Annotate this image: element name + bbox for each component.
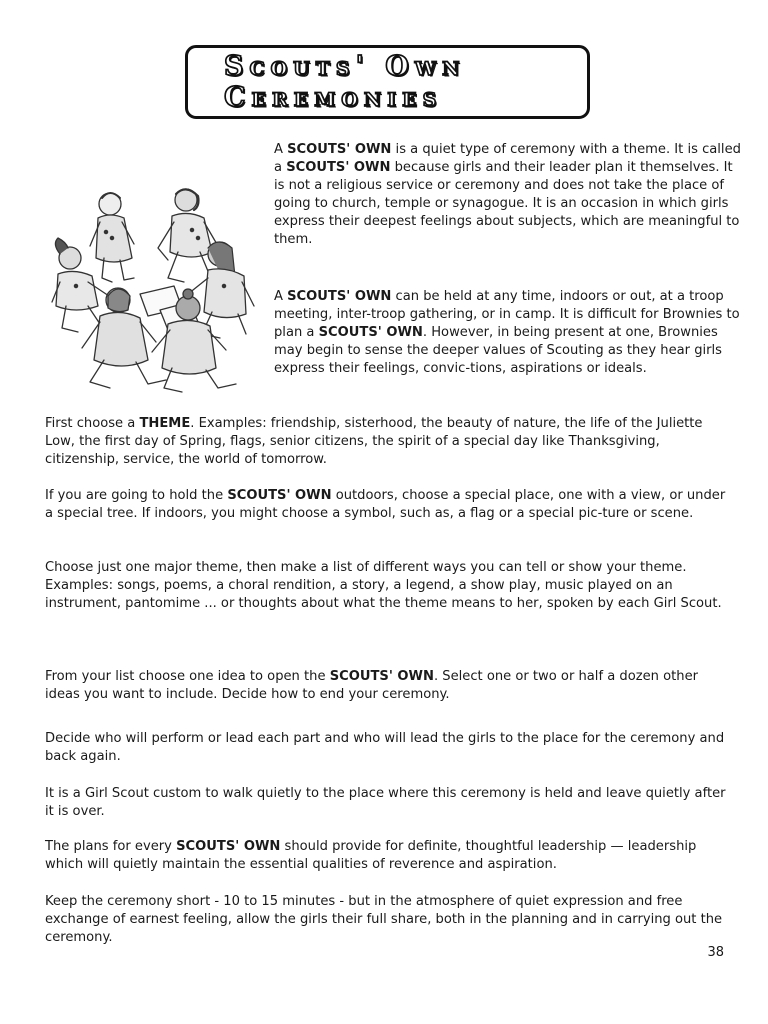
- paragraph-ways: Choose just one major theme, then make a list of different ways you can tell or show your theme. Examples: songs, poems, a choral rendition, a story, a legend, a show play, music played on an instrument, pantomime ... or thoughts about what the theme means to her, spoken by each Girl Scout.: [45, 560, 722, 611]
- keyword: SCOUTS' OWN: [286, 160, 391, 175]
- keyword: SCOUTS' OWN: [176, 839, 281, 854]
- paragraph-intro: A SCOUTS' OWN is a quiet type of ceremony with a theme. It is called a SCOUTS' OWN because girls and their leader plan it themselves. It is not a religious service or ceremony and does not take the place of going to church, temple or synagogue. It is an occasion in which girls express their deepest feelings about subjects, which are meaningful to them.: [274, 142, 741, 247]
- paragraph-short: Keep the ceremony short - 10 to 15 minutes - but in the atmosphere of quiet expression and free exchange of earnest feeling, allow the girls their full share, both in the planning and in carrying out the ceremony.: [45, 894, 723, 945]
- keyword: SCOUTS' OWN: [329, 669, 434, 684]
- girls-seated-in-circle-illustration: [48, 182, 264, 397]
- title-box: [185, 45, 590, 119]
- keyword: SCOUTS' OWN: [227, 488, 332, 503]
- paragraph-theme: First choose a THEME. Examples: friendship, sisterhood, the beauty of nature, the life of the Juliette Low, the first day of Spring, flags, senior citizens, the spirit of a special day like Thanksgiving, citizenship, service, the world of tomorrow.: [45, 416, 703, 467]
- paragraph-plans: The plans for every SCOUTS' OWN should provide for definite, thoughtful leadership — leadership which will quietly maintain the essential qualities of reverence and aspiration.: [45, 839, 697, 872]
- keyword: SCOUTS' OWN: [287, 142, 392, 157]
- keyword: THEME: [139, 416, 191, 431]
- page-title-line-2: Ceremonies: [224, 82, 443, 113]
- paragraph-perform: Decide who will perform or lead each part and who will lead the girls to the place for the ceremony and back again.: [45, 731, 725, 764]
- keyword: SCOUTS' OWN: [287, 289, 392, 304]
- paragraph-open: From your list choose one idea to open the SCOUTS' OWN. Select one or two or half a dozen other ideas you want to include. Decide how to end your ceremony.: [45, 669, 699, 702]
- paragraph-place: If you are going to hold the SCOUTS' OWN outdoors, choose a special place, one with a view, or under a special tree. If indoors, you might choose a symbol, such as, a flag or a special pic-ture or scene.: [45, 488, 726, 521]
- keyword: SCOUTS' OWN: [318, 325, 423, 340]
- page-number: 38: [707, 945, 724, 960]
- paragraph-custom: It is a Girl Scout custom to walk quietly to the place where this ceremony is held and leave quietly after it is over.: [45, 786, 726, 819]
- paragraph-when: A SCOUTS' OWN can be held at any time, indoors or out, at a troop meeting, inter-troop gathering, or in camp. It is difficult for Brownies to plan a SCOUTS' OWN. However, in being present at one, Brownies may begin to sense the deeper values of Scouting as they hear girls express their feelings, convic-tions, aspirations or ideals.: [274, 289, 740, 376]
- page-title-line-1: Scouts' Own: [224, 51, 466, 82]
